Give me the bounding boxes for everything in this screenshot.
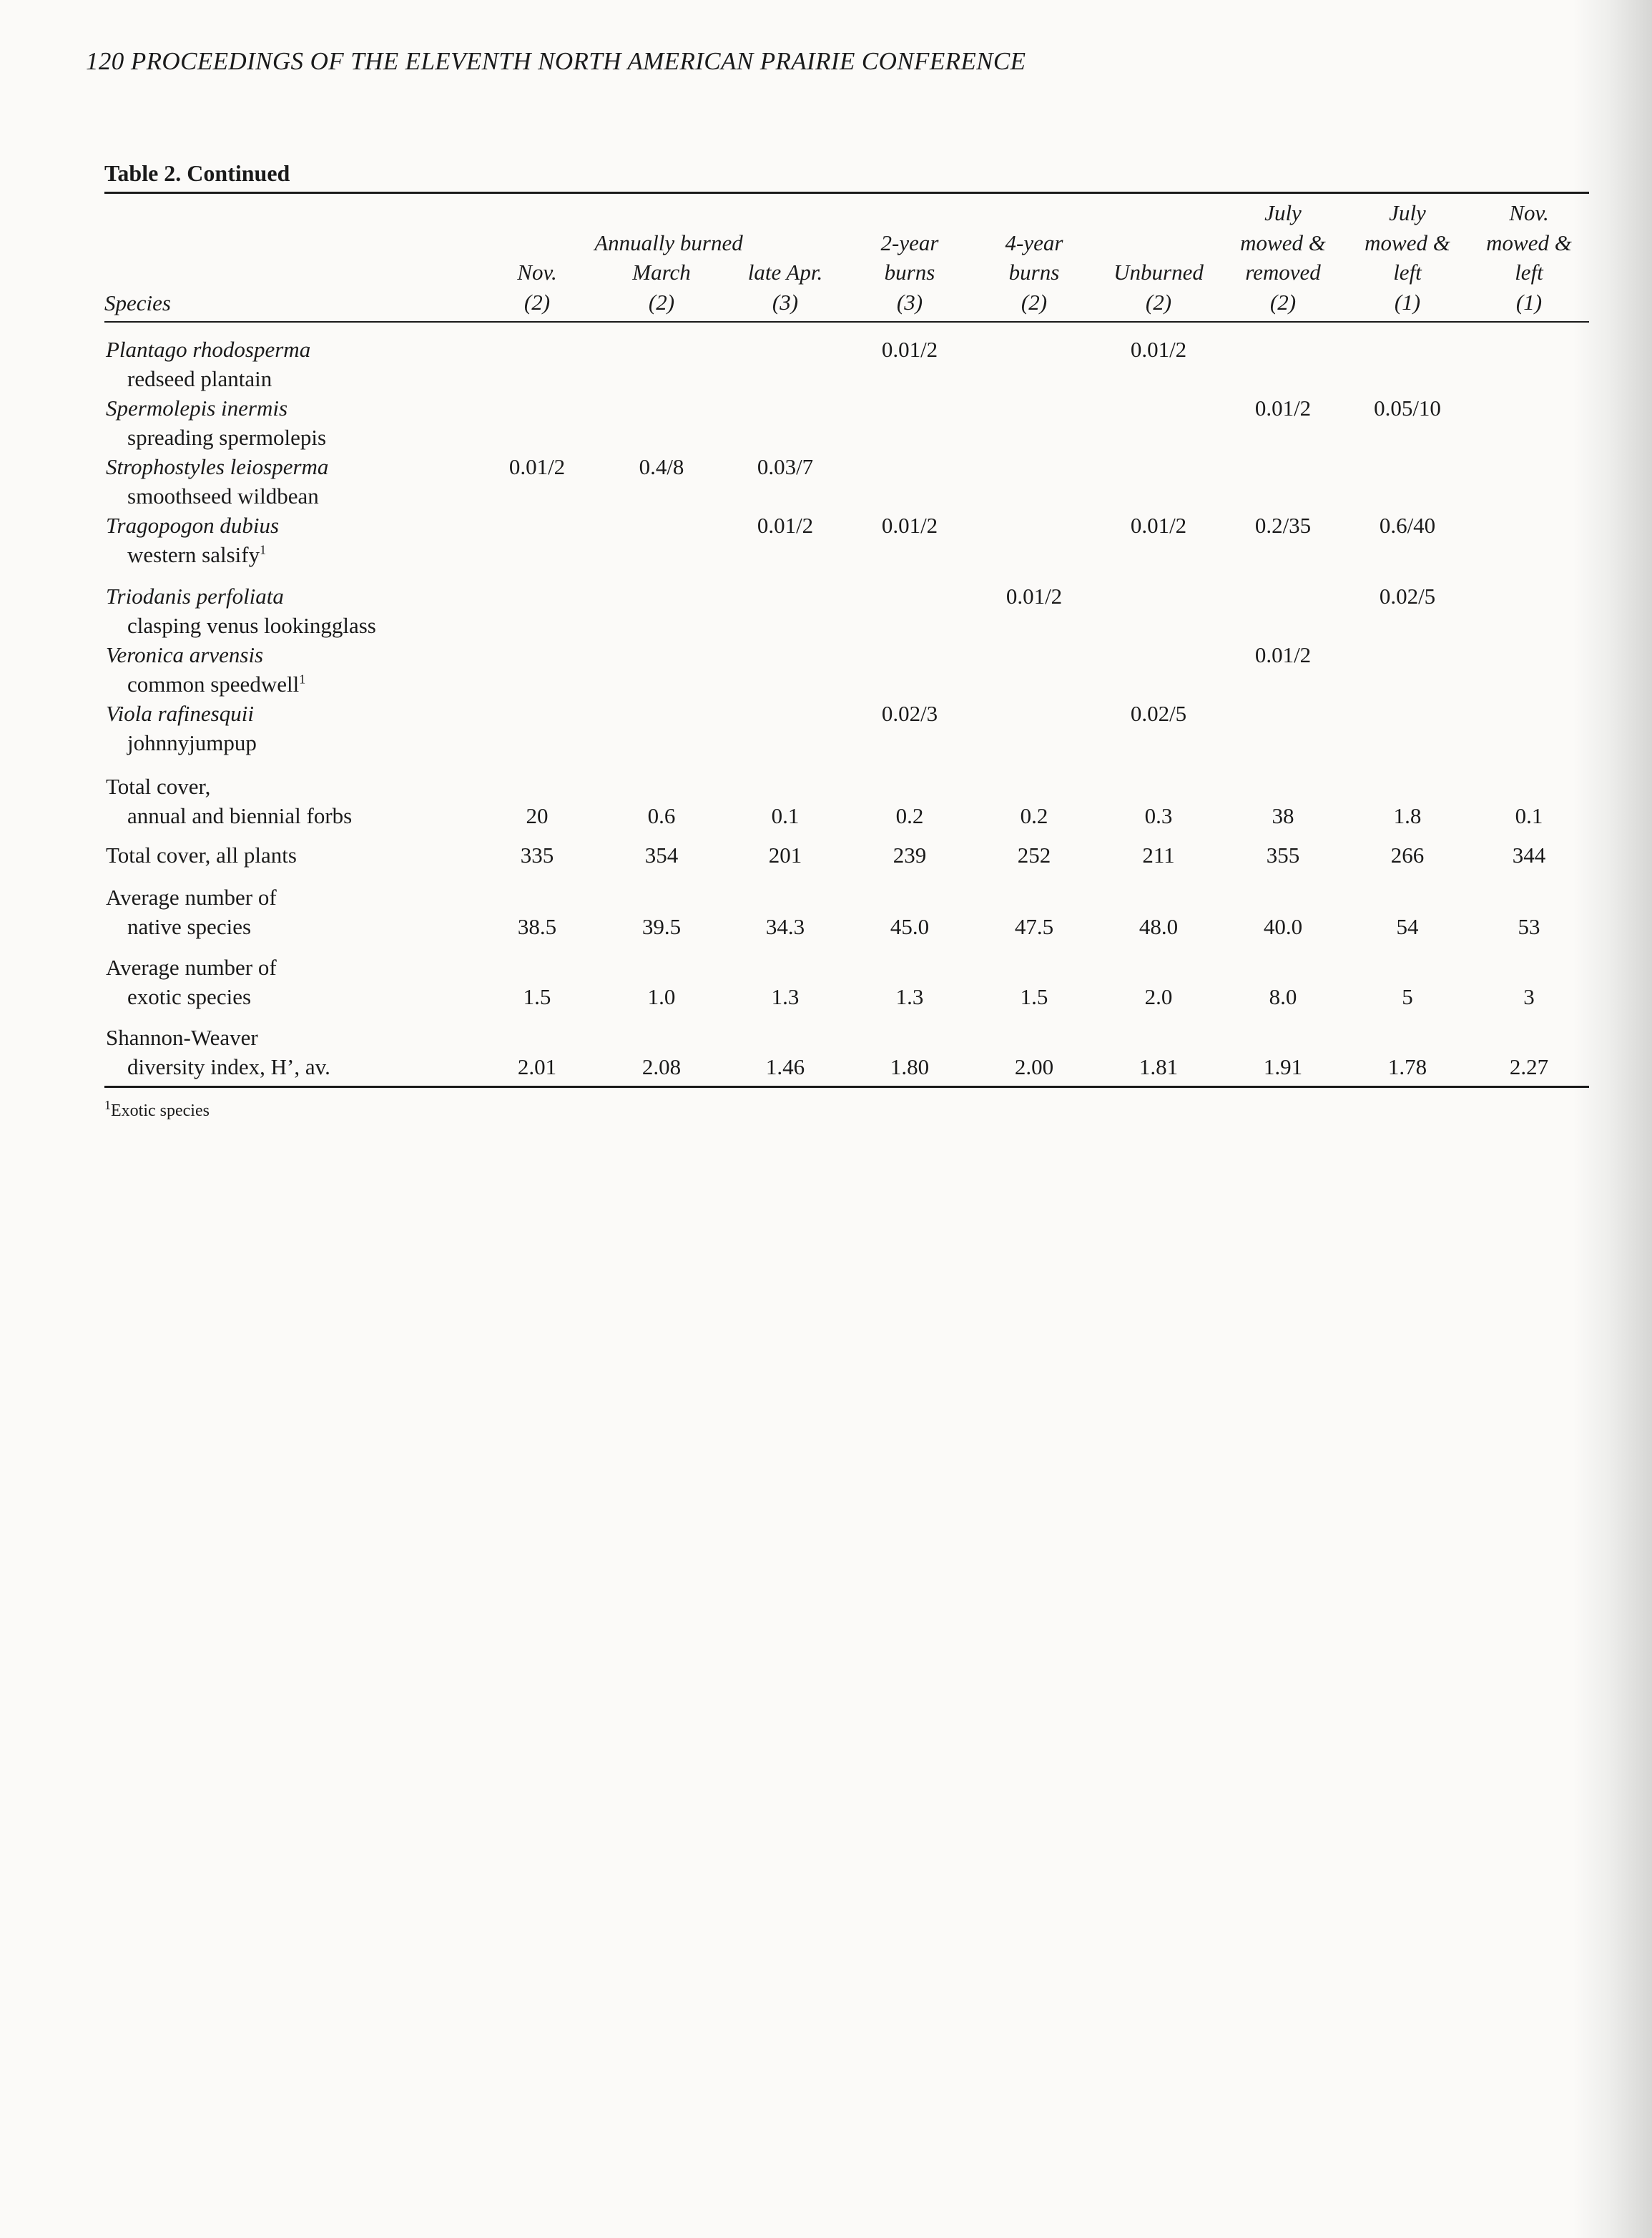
- summary-value-unb: 211: [1142, 843, 1175, 868]
- table-cell-nov: 0.01/2: [508, 454, 566, 479]
- summary-value-lateapr: 201: [768, 843, 802, 868]
- species-common-name: [127, 365, 272, 393]
- summary-value-y2: 0.2: [895, 803, 924, 828]
- table-cell-y4: 0.01/2: [1006, 584, 1063, 609]
- summary-value-lateapr: 1.46: [765, 1054, 805, 1079]
- summary-value-jmr: 40.0: [1263, 914, 1303, 939]
- table-cell-y2: 0.01/2: [881, 513, 938, 538]
- species-common-name-text: common speedwell: [127, 672, 300, 697]
- header-july-removed-1: July: [1264, 200, 1302, 225]
- table-cell-unb: 0.02/5: [1130, 701, 1187, 726]
- summary-value-march: 0.6: [647, 803, 676, 828]
- header-unburned: Unburned: [1113, 260, 1204, 285]
- header-nov-n: (2): [523, 290, 551, 315]
- summary-label: Total cover, all plants: [106, 843, 297, 868]
- summary-value-jml: 5: [1402, 984, 1413, 1009]
- species-common-name-text: clasping venus lookingglass: [127, 613, 376, 638]
- header-unburned-n: (2): [1145, 290, 1172, 315]
- header-nov: Nov.: [517, 260, 557, 285]
- table-cell-y2: 0.02/3: [881, 701, 938, 726]
- summary-label-cont: exotic species: [127, 984, 252, 1009]
- summary-value-y2: 45.0: [890, 914, 930, 939]
- exotic-footnote-mark: 1: [260, 542, 267, 557]
- summary-value-y4: 252: [1017, 843, 1051, 868]
- summary-value-nml: 0.1: [1515, 803, 1543, 828]
- summary-value-nov: 335: [520, 843, 554, 868]
- header-late-apr: late Apr.: [747, 260, 823, 285]
- table-top-rule: [104, 192, 1589, 194]
- species-scientific-name: Plantago rhodosperma: [106, 337, 311, 362]
- table-cell-jmr: 0.01/2: [1254, 642, 1312, 667]
- species-common-name: [127, 671, 305, 698]
- table-cell-jmr: 0.2/35: [1254, 513, 1312, 538]
- table-cell-unb: 0.01/2: [1130, 337, 1187, 362]
- species-common-name: [127, 541, 266, 569]
- table-cell-march: 0.4/8: [639, 454, 684, 479]
- species-scientific-name: Tragopogon dubius: [106, 513, 280, 538]
- header-2year: 2-year: [880, 230, 939, 255]
- species-common-name: [127, 483, 319, 510]
- summary-value-y4: 47.5: [1014, 914, 1054, 939]
- summary-value-jmr: 1.91: [1263, 1054, 1303, 1079]
- header-nov-mowed-2: mowed &: [1486, 230, 1572, 255]
- header-july-removed-n: (2): [1269, 290, 1297, 315]
- species-common-name-text: johnnyjumpup: [127, 730, 257, 755]
- header-july-removed-3: removed: [1245, 260, 1321, 285]
- species-common-name-text: smoothseed wildbean: [127, 484, 319, 509]
- footnote: [104, 1098, 210, 1121]
- summary-value-lateapr: 34.3: [765, 914, 805, 939]
- table-cell-lateapr: 0.03/7: [757, 454, 814, 479]
- summary-value-y4: 2.00: [1014, 1054, 1054, 1079]
- summary-label-cont: diversity index, H’, av.: [127, 1054, 330, 1079]
- summary-value-y2: 1.80: [890, 1054, 930, 1079]
- header-nov-mowed-1: Nov.: [1509, 200, 1549, 225]
- summary-value-lateapr: 0.1: [771, 803, 800, 828]
- header-nov-mowed-3: left: [1515, 260, 1543, 285]
- table-cell-unb: 0.01/2: [1130, 513, 1187, 538]
- summary-value-y4: 1.5: [1020, 984, 1048, 1009]
- table-cell-jmr: 0.01/2: [1254, 396, 1312, 421]
- table-cell-jml: 0.02/5: [1379, 584, 1436, 609]
- species-scientific-name: Spermolepis inermis: [106, 396, 288, 421]
- header-nov-mowed-n: (1): [1515, 290, 1543, 315]
- header-late-apr-n: (3): [772, 290, 799, 315]
- summary-value-jml: 54: [1396, 914, 1419, 939]
- summary-value-jmr: 355: [1266, 843, 1300, 868]
- table-cell-lateapr: 0.01/2: [757, 513, 814, 538]
- summary-value-march: 1.0: [647, 984, 676, 1009]
- header-july-left-2: mowed &: [1365, 230, 1450, 255]
- header-4year-burns: burns: [1008, 260, 1060, 285]
- table-header-rule: [104, 321, 1589, 323]
- summary-value-nov: 2.01: [517, 1054, 557, 1079]
- summary-value-jmr: 38: [1272, 803, 1294, 828]
- summary-label-cont: annual and biennial forbs: [127, 803, 353, 828]
- table-cell-jml: 0.05/10: [1374, 396, 1441, 421]
- summary-value-nml: 2.27: [1509, 1054, 1549, 1079]
- table-caption: Table 2. Continued: [104, 160, 290, 186]
- summary-label: Average number of: [106, 955, 277, 980]
- summary-value-nml: 3: [1523, 984, 1535, 1009]
- header-march-n: (2): [648, 290, 675, 315]
- header-4year: 4-year: [1005, 230, 1063, 255]
- species-common-name-text: spreading spermolepis: [127, 425, 327, 450]
- header-species: Species: [104, 290, 171, 315]
- footnote-mark: 1: [104, 1098, 111, 1112]
- summary-value-jml: 1.78: [1387, 1054, 1427, 1079]
- table-bottom-rule: [104, 1086, 1589, 1088]
- species-scientific-name: Viola rafinesquii: [106, 701, 254, 726]
- summary-value-jmr: 8.0: [1269, 984, 1297, 1009]
- page-edge-shadow: [1573, 0, 1652, 2238]
- header-july-left-n: (1): [1394, 290, 1421, 315]
- header-july-left-3: left: [1393, 260, 1422, 285]
- running-head: 120 PROCEEDINGS OF THE ELEVENTH NORTH AMERICAN PRAIRIE CONFERENCE: [86, 47, 1026, 75]
- header-2year-n: (3): [896, 290, 923, 315]
- species-scientific-name: Veronica arvensis: [106, 642, 264, 667]
- header-4year-n: (2): [1021, 290, 1048, 315]
- summary-value-unb: 2.0: [1144, 984, 1173, 1009]
- summary-value-unb: 48.0: [1139, 914, 1179, 939]
- species-scientific-name: Triodanis perfoliata: [106, 584, 284, 609]
- summary-label: Total cover,: [106, 774, 211, 799]
- header-annually-burned: Annually burned: [594, 230, 743, 255]
- species-scientific-name: Strophostyles leiosperma: [106, 454, 329, 479]
- species-common-name: [127, 730, 257, 757]
- header-2year-burns: burns: [884, 260, 935, 285]
- summary-value-y2: 1.3: [895, 984, 924, 1009]
- summary-value-y2: 239: [893, 843, 927, 868]
- summary-value-nov: 38.5: [517, 914, 557, 939]
- summary-value-march: 39.5: [641, 914, 682, 939]
- summary-value-lateapr: 1.3: [771, 984, 800, 1009]
- footnote-text: Exotic species: [111, 1101, 210, 1120]
- summary-value-march: 354: [644, 843, 679, 868]
- species-common-name-text: western salsify: [127, 542, 260, 567]
- header-july-removed-2: mowed &: [1240, 230, 1326, 255]
- summary-value-y4: 0.2: [1020, 803, 1048, 828]
- summary-label: Shannon-Weaver: [106, 1025, 258, 1050]
- species-common-name-text: redseed plantain: [127, 366, 272, 391]
- species-common-name: [127, 612, 376, 639]
- summary-value-nov: 1.5: [523, 984, 551, 1009]
- summary-value-nml: 53: [1518, 914, 1540, 939]
- summary-value-unb: 0.3: [1144, 803, 1173, 828]
- summary-label: Average number of: [106, 885, 277, 910]
- table-cell-y2: 0.01/2: [881, 337, 938, 362]
- summary-value-unb: 1.81: [1139, 1054, 1179, 1079]
- summary-label-cont: native species: [127, 914, 252, 939]
- summary-value-nov: 20: [526, 803, 549, 828]
- header-march: March: [632, 260, 691, 285]
- summary-value-jml: 1.8: [1393, 803, 1422, 828]
- table-cell-jml: 0.6/40: [1379, 513, 1436, 538]
- summary-value-jml: 266: [1390, 843, 1425, 868]
- header-july-left-1: July: [1389, 200, 1426, 225]
- species-common-name: [127, 424, 326, 451]
- exotic-footnote-mark: 1: [299, 672, 306, 687]
- summary-value-nml: 344: [1512, 843, 1546, 868]
- summary-value-march: 2.08: [641, 1054, 682, 1079]
